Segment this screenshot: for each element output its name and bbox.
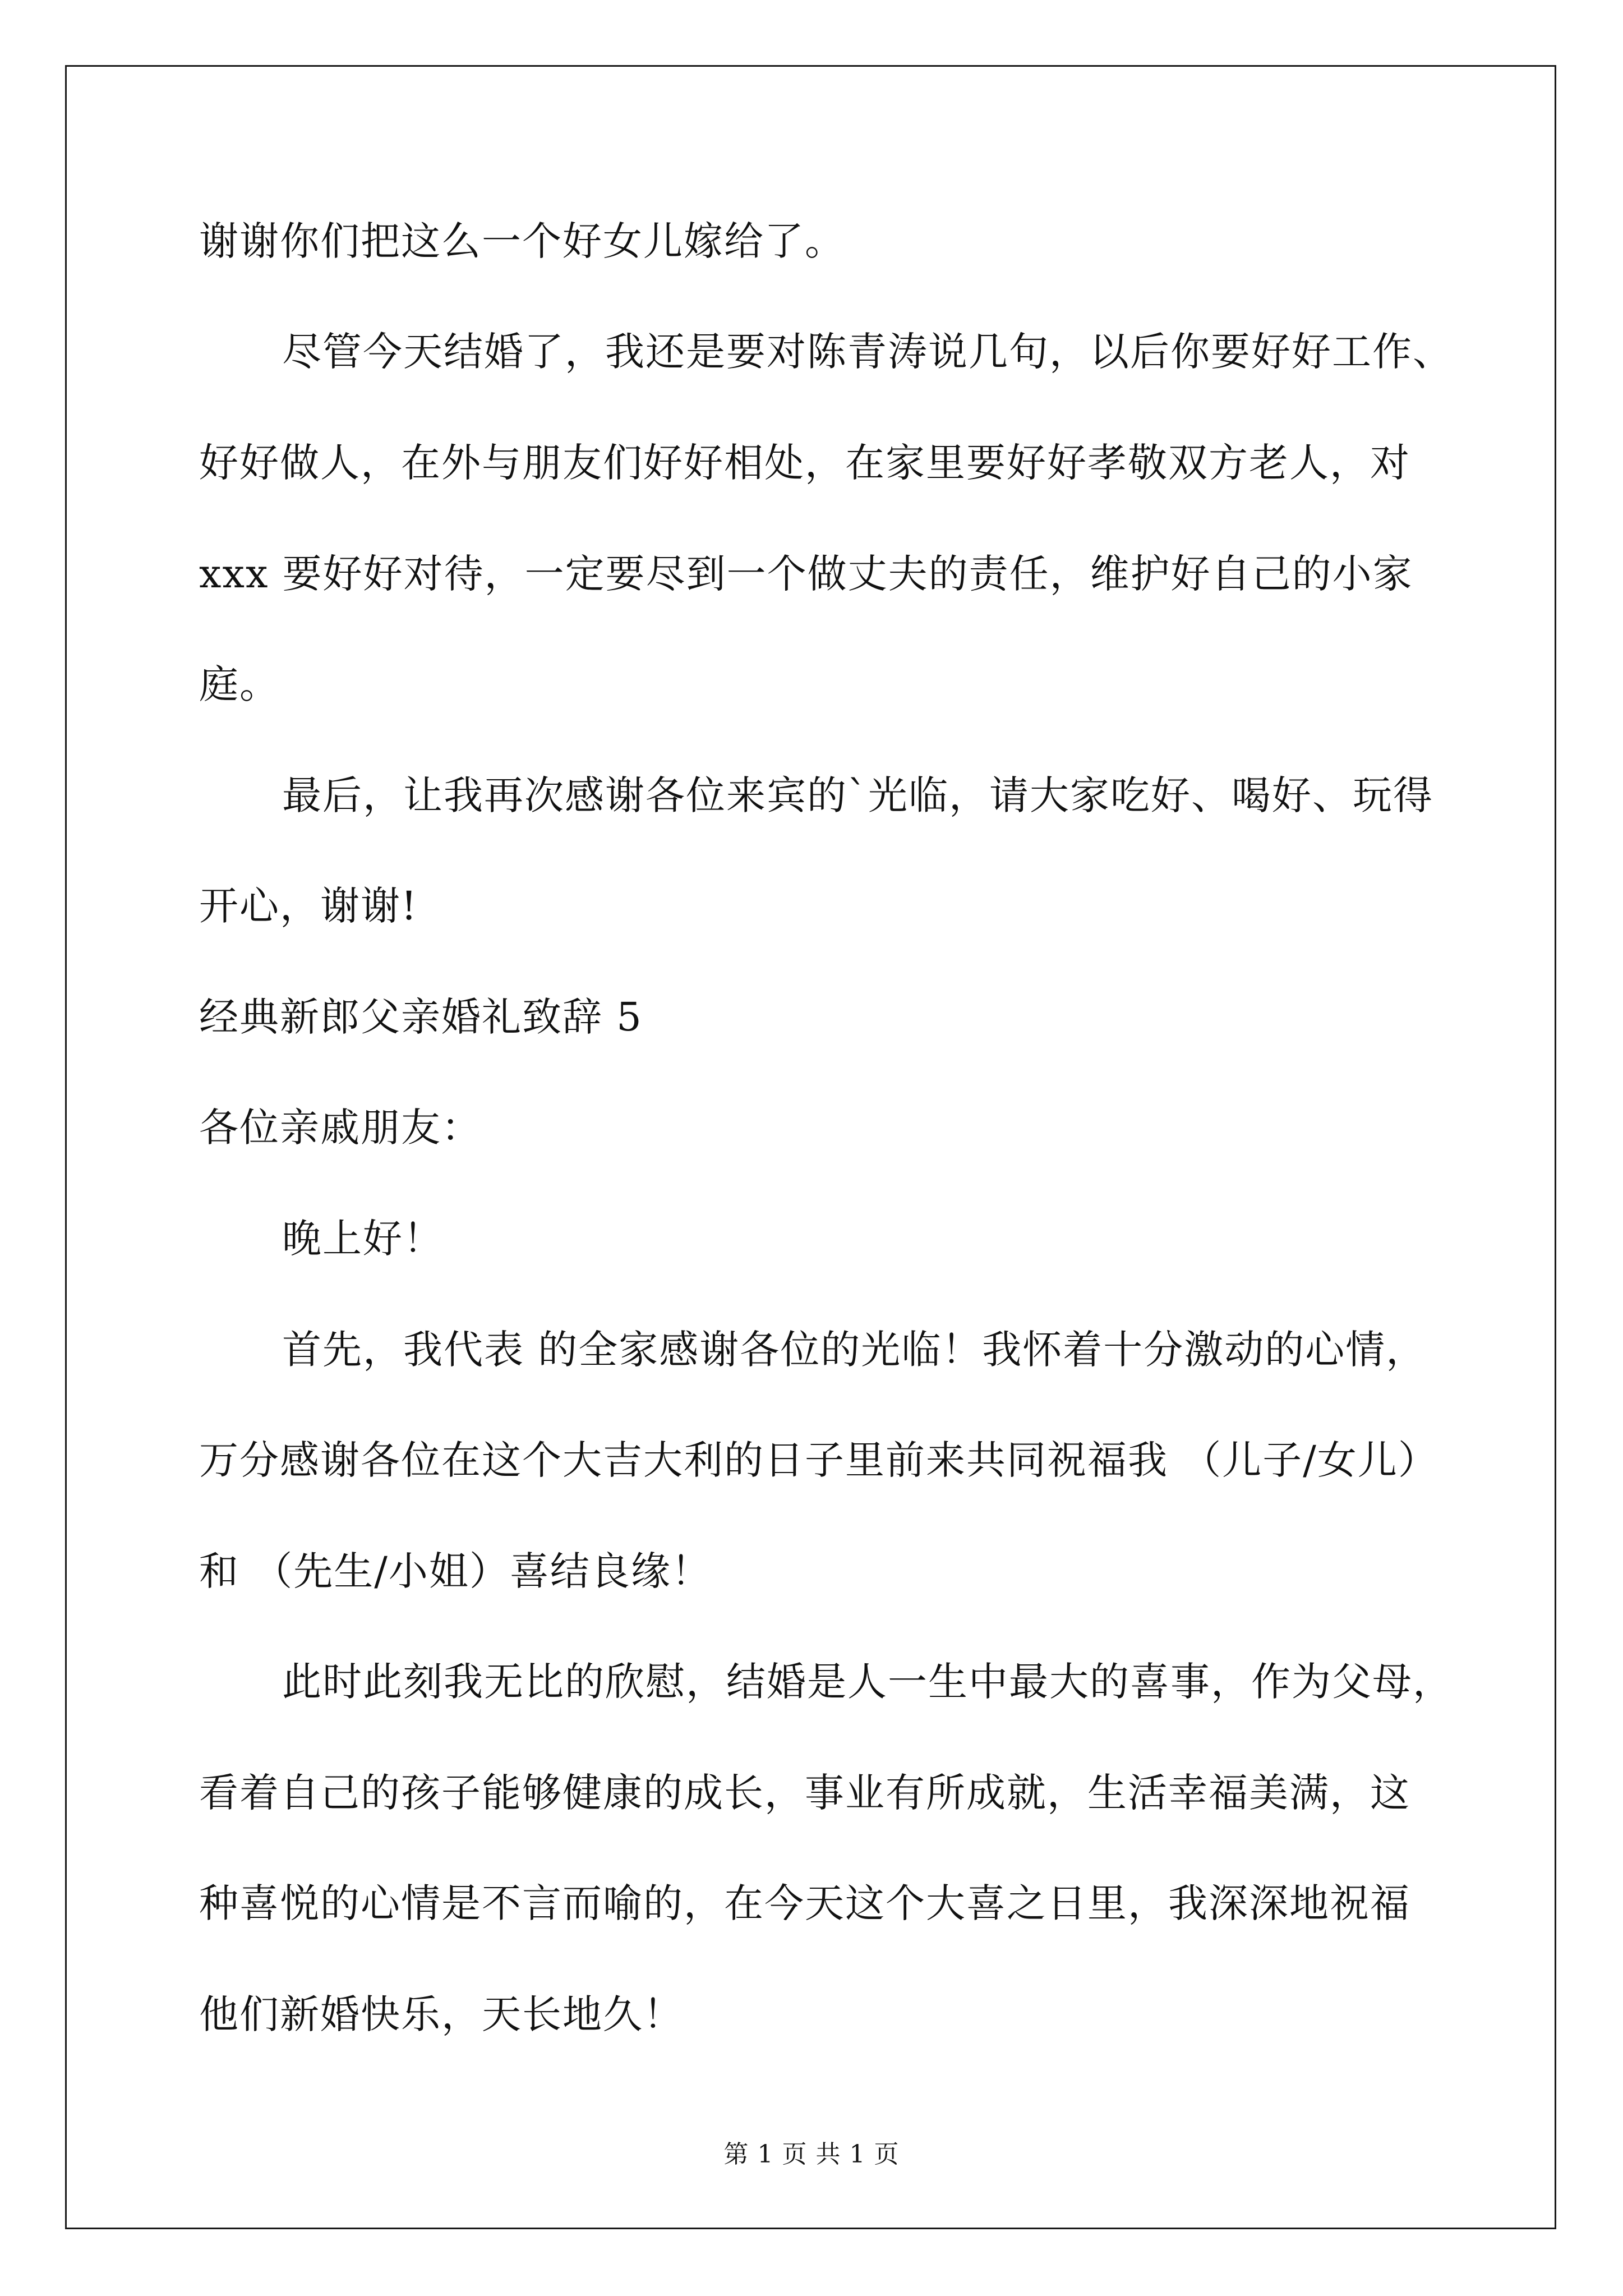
greeting: 晚上好！	[282, 1216, 444, 1262]
text-line: 开心，谢谢!	[199, 883, 418, 929]
page-number-footer: 第 1 页 共 1 页	[723, 2140, 900, 2169]
text-line: 庭。	[199, 661, 280, 707]
salutation: 各位亲戚朋友：	[199, 1105, 482, 1151]
section-heading: 经典新郎父亲婚礼致辞 5	[199, 994, 643, 1040]
text-line: 和 （先生/小姐）喜结良缘！	[199, 1548, 712, 1594]
text-line: 看着自己的孩子能够健康的成长，事业有所成就，生活幸福美满，这	[199, 1770, 1410, 1816]
text-line: 尽管今天结婚了，我还是要对陈青涛说几句，以后你要好好工作、	[282, 329, 1453, 375]
text-line: 他们新婚快乐，天长地久！	[199, 1991, 684, 2037]
text-line: 最后，让我再次感谢各位来宾的`光临，请大家吃好、喝好、玩得	[282, 772, 1433, 818]
text-line: 种喜悦的心情是不言而喻的，在今天这个大喜之日里，我深深地祝福	[199, 1880, 1410, 1926]
text-line: 此时此刻我无比的欣慰，结婚是人一生中最大的喜事，作为父母，	[282, 1659, 1453, 1705]
text-line: 好好做人，在外与朋友们好好相处，在家里要好好孝敬双方老人，对	[199, 440, 1410, 486]
text-line: 万分感谢各位在这个大吉大利的日子里前来共同祝福我 （儿子/女儿）	[199, 1437, 1438, 1483]
text-line: 谢谢你们把这么一个好女儿嫁给了。	[199, 218, 845, 264]
text-line: xxx 要好好对待，一定要尽到一个做丈夫的责任，维护好自己的小家	[199, 551, 1413, 597]
text-line: 首先，我代表 的全家感谢各位的光临！我怀着十分激动的心情，	[282, 1327, 1427, 1373]
